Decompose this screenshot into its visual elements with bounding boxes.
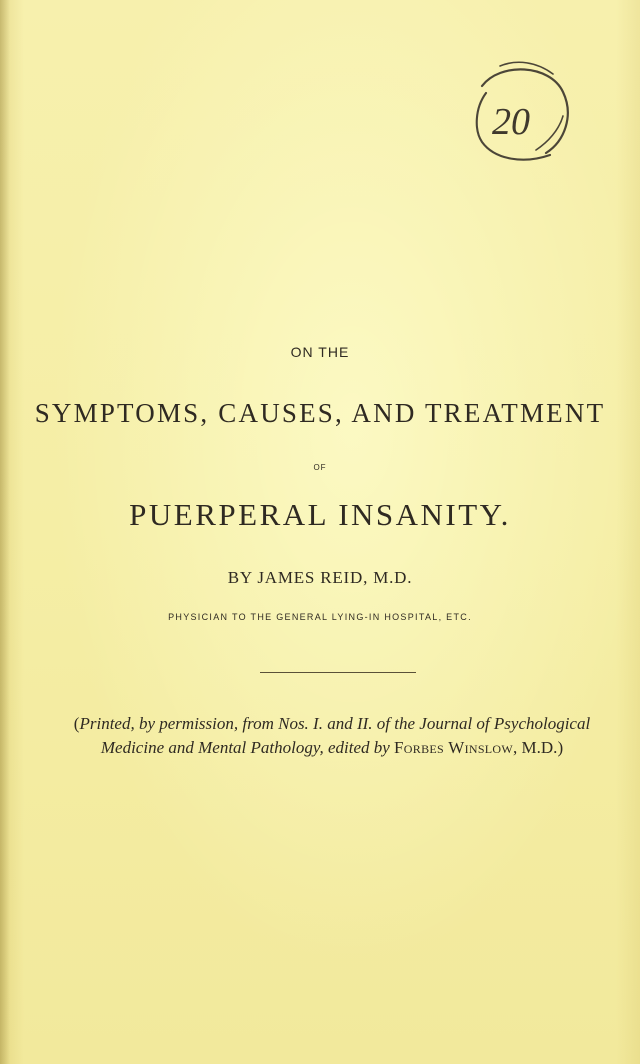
- author-position: PHYSICIAN TO THE GENERAL LYING-IN HOSPITAL, ETC.: [168, 612, 472, 622]
- publication-note: [62, 712, 602, 760]
- main-title: SYMPTOMS, CAUSES, AND TREATMENT: [34, 398, 606, 428]
- author-line: BY JAMES REID, M.D.: [227, 568, 413, 587]
- editor-suffix: , M.D.: [513, 738, 558, 757]
- separator-rule: [260, 672, 416, 673]
- title-lead: ON THE: [290, 344, 350, 360]
- editor-name: Forbes Winslow: [394, 738, 514, 757]
- handwritten-archive-number: [462, 58, 582, 178]
- handwritten-number-text: 20: [492, 101, 530, 143]
- title-connector: OF: [313, 463, 327, 472]
- note-line-2: Medicine and Mental Pathology, edited by: [100, 738, 395, 757]
- note-line-1: Printed, by permission, from Nos. I. and II. of the Journal of Psychological: [79, 714, 591, 733]
- note-open-paren: (: [73, 714, 80, 733]
- note-close-paren: ): [557, 738, 564, 757]
- subject-title: PUERPERAL INSANITY.: [129, 497, 511, 532]
